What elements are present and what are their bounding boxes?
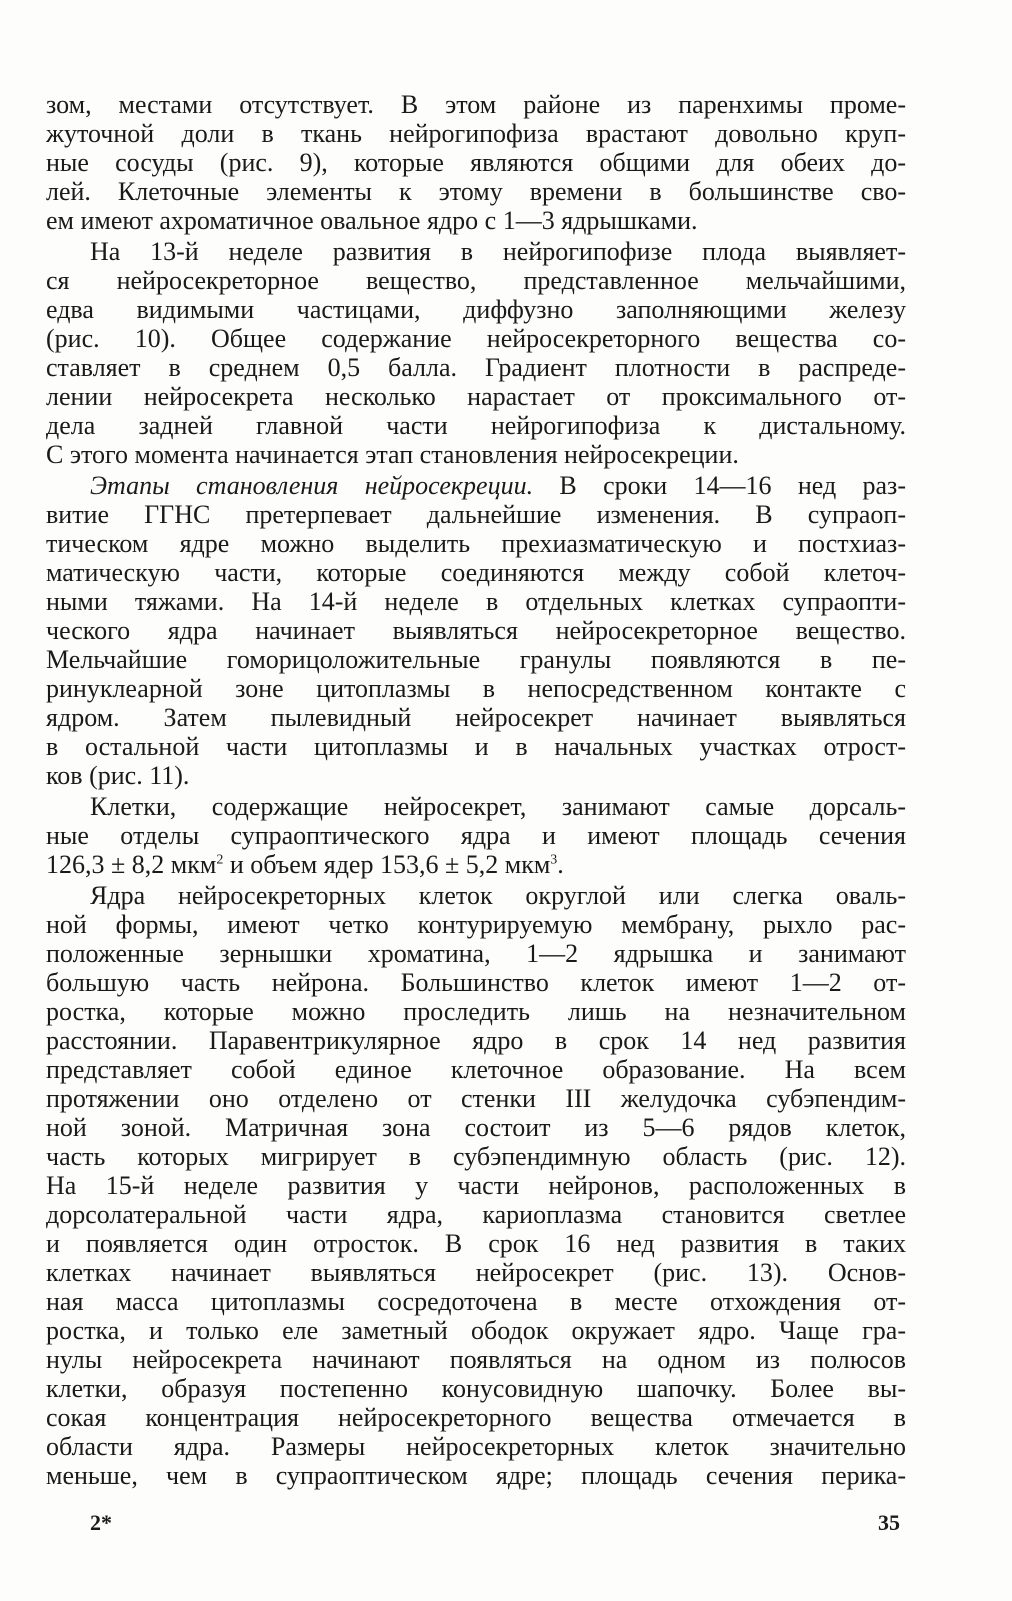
text-line: меньше, чем в супраоптическом ядре; площадь сечения перика- <box>46 1461 906 1490</box>
text-line: представляет собой единое клеточное образование. На всем <box>46 1055 906 1084</box>
paragraph-2 <box>46 237 906 469</box>
text-line: ные сосуды (рис. 9), которые являются общими для обеих до- <box>46 148 906 177</box>
text-line: ная масса цитоплазмы сосредоточена в месте отхождения от- <box>46 1287 906 1316</box>
text-line: жуточной доли в ткань нейрогипофиза врастают довольно круп- <box>46 119 906 148</box>
text-line: матическую части, которые соединяются между собой клеточ- <box>46 558 906 587</box>
text-line: (рис. 10). Общее содержание нейросекреторного вещества со- <box>46 324 906 353</box>
section-heading: Этапы становления нейросекреции. <box>90 471 534 500</box>
text-line: ядром. Затем пылевидный нейросекрет начинает выявляться <box>46 703 906 732</box>
text-line: ся нейросекреторное вещество, представленное мельчайшими, <box>46 266 906 295</box>
text-line: дорсолатеральной части ядра, кариоплазма становится светлее <box>46 1200 906 1229</box>
text-line: расстоянии. Паравентрикулярное ядро в срок 14 нед развития <box>46 1026 906 1055</box>
text-line: ростка, и только еле заметный ободок окружает ядро. Чаще гра- <box>46 1316 906 1345</box>
body-text <box>46 90 906 1492</box>
text-line: лении нейросекрета несколько нарастает от проксимального от- <box>46 382 906 411</box>
text-line: тическом ядре можно выделить прехиазматическую и постхиаз- <box>46 529 906 558</box>
text-line: ческого ядра начинает выявляться нейросекреторное вещество. <box>46 616 906 645</box>
text-run: В сроки 14—16 нед раз- <box>533 471 906 500</box>
text-line: часть которых мигрирует в субэпендимную область (рис. 12). <box>46 1142 906 1171</box>
text-line: ными тяжами. На 14-й неделе в отдельных клетках супраопти- <box>46 587 906 616</box>
paragraph-3 <box>46 471 906 790</box>
text-line: Ядра нейросекреторных клеток округлой или слегка оваль- <box>90 881 906 910</box>
text-line: С этого момента начинается этап становления нейросекреции. <box>46 440 739 469</box>
superscript: 2 <box>216 852 224 868</box>
superscript: 3 <box>550 852 558 868</box>
text-line: ем имеют ахроматичное овальное ядро с 1—3 ядрышками. <box>46 206 698 235</box>
text-line: дела задней главной части нейрогипофиза к дистальному. <box>46 411 906 440</box>
formula-part: и объем ядер 153,6 ± 5,2 мкм <box>223 850 551 879</box>
text-line: положенные зернышки хроматина, 1—2 ядрышка и занимают <box>46 939 906 968</box>
text-line: протяжении оно отделено от стенки III желудочка субэпендим- <box>46 1084 906 1113</box>
paragraph-5 <box>46 881 906 1490</box>
text-line: нулы нейросекрета начинают появляться на одном из полюсов <box>46 1345 906 1374</box>
text-line: ной зоной. Матричная зона состоит из 5—6 рядов клеток, <box>46 1113 906 1142</box>
text-line: На 15-й неделе развития у части нейронов, расположенных в <box>46 1171 906 1200</box>
text-line: области ядра. Размеры нейросекреторных клеток значительно <box>46 1432 906 1461</box>
text-line: ной формы, имеют четко контурируемую мембрану, рыхло рас- <box>46 910 906 939</box>
text-line: ные отделы супраоптического ядра и имеют площадь сечения <box>46 821 906 850</box>
text-line: клетках начинает выявляться нейросекрет (рис. 13). Основ- <box>46 1258 906 1287</box>
paragraph-4 <box>46 792 906 879</box>
formula-part: . <box>557 850 564 879</box>
text-line: зом, местами отсутствует. В этом районе из паренхимы проме- <box>46 90 906 119</box>
text-line: ков (рис. 11). <box>46 761 190 790</box>
text-line: едва видимыми частицами, диффузно заполняющими железу <box>46 295 906 324</box>
signature-mark: 2* <box>90 1510 112 1535</box>
text-line: ставляет в среднем 0,5 балла. Градиент плотности в распреде- <box>46 353 906 382</box>
text-line: сокая концентрация нейросекреторного вещества отмечается в <box>46 1403 906 1432</box>
text-line: ростка, которые можно проследить лишь на незначительном <box>46 997 906 1026</box>
text-line: лей. Клеточные элементы к этому времени в большинстве сво- <box>46 177 906 206</box>
text-line: витие ГГНС претерпевает дальнейшие изменения. В супраоп- <box>46 500 906 529</box>
text-line: На 13-й неделе развития в нейрогипофизе плода выявляет- <box>90 237 906 266</box>
formula-line <box>46 850 906 879</box>
text-line: клетки, образуя постепенно конусовидную шапочку. Более вы- <box>46 1374 906 1403</box>
text-line: Клетки, содержащие нейросекрет, занимают самые дорсаль- <box>90 792 906 821</box>
text-line: и появляется один отросток. В срок 16 нед развития в таких <box>46 1229 906 1258</box>
text-line <box>46 471 906 500</box>
text-line: Мельчайшие гоморицоложительные гранулы появляются в пе- <box>46 645 906 674</box>
page-number: 35 <box>878 1510 900 1535</box>
paragraph-1 <box>46 90 906 235</box>
text-line: ринуклеарной зоне цитоплазмы в непосредственном контакте с <box>46 674 906 703</box>
formula-part: 126,3 ± 8,2 мкм <box>46 850 217 879</box>
text-line: большую часть нейрона. Большинство клеток имеют 1—2 от- <box>46 968 906 997</box>
text-line: в остальной части цитоплазмы и в начальных участках отрост- <box>46 732 906 761</box>
